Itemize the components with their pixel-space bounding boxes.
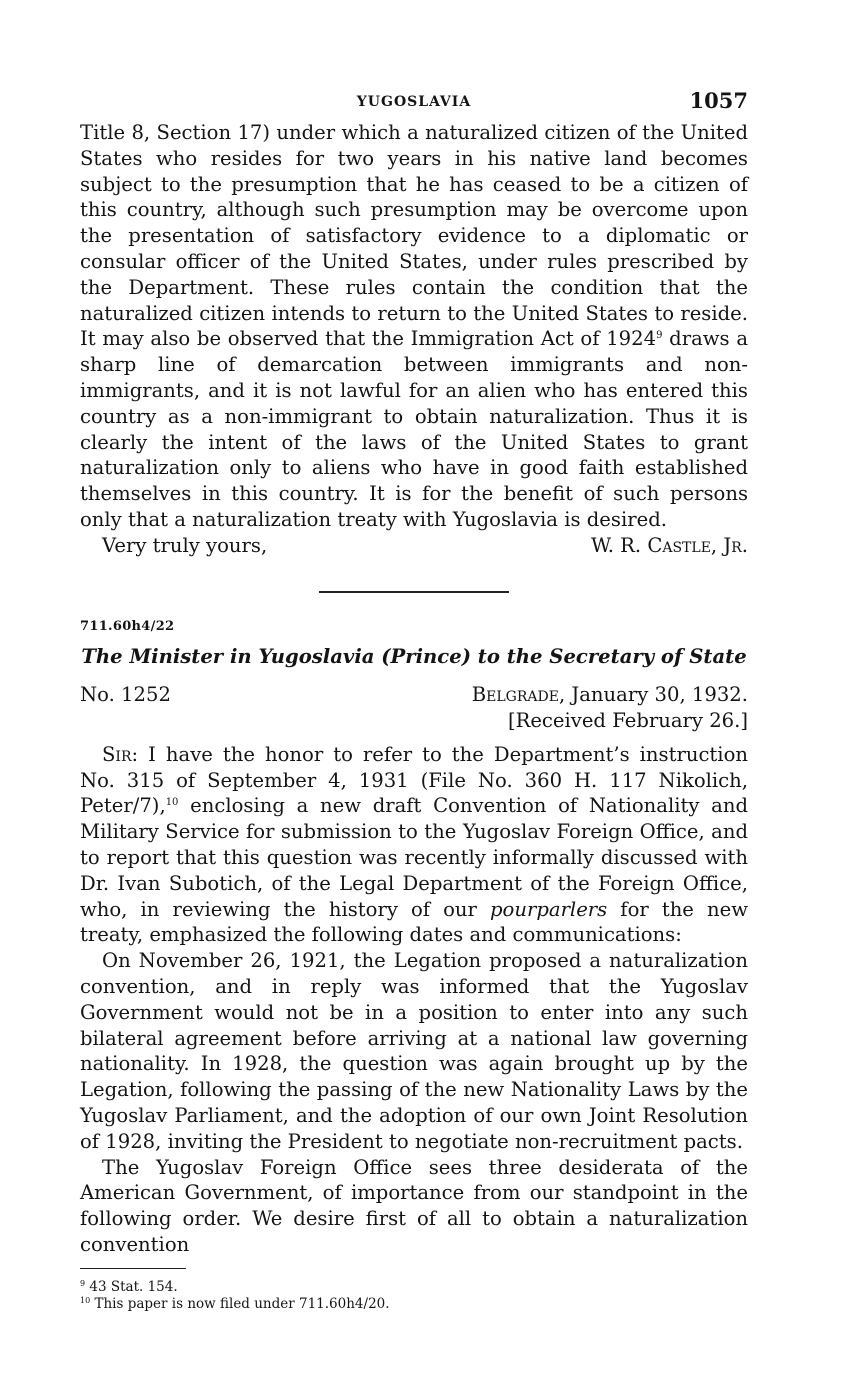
date: , January 30, 1932. — [558, 682, 748, 706]
footnote-mark: 9 — [80, 1278, 86, 1288]
dateline — [80, 682, 748, 734]
footnote-mark: 10 — [80, 1295, 91, 1305]
page-number: 1057 — [689, 88, 748, 113]
salutation: Sir — [102, 742, 132, 766]
document-heading: The Minister in Yugoslavia (Prince) to the Secretary of State — [81, 644, 747, 668]
footnote-10 — [80, 1296, 748, 1313]
letter-body — [80, 742, 748, 1258]
continued-text-a: Title 8, Section 17) under which a naturalized citizen of the United States who resides for two years in his native land becomes subject to the presumption that he has ceased to be a citizen of this country, although such presumption may be overcome upon the presentation of satisfactory evidence to a diplomatic or consular officer of the United States, under rules prescribed by the Department. These rules contain the condition that the naturalized citizen intends to return to the United States to reside. It may also be observed that the Immigration Act of 1924 — [80, 121, 748, 351]
signature: W. R. Castle, Jr. — [590, 533, 748, 557]
document-number: No. 1252 — [80, 682, 171, 706]
document-page — [80, 88, 748, 1313]
file-number: 711.60h4/22 — [80, 618, 175, 634]
closing-row — [80, 533, 748, 559]
footnote-9 — [80, 1279, 748, 1296]
continued-paragraph — [80, 120, 748, 533]
footnote-text: 43 Stat. 154. — [89, 1278, 178, 1295]
running-head — [80, 88, 748, 120]
closing: Very truly yours, — [102, 533, 268, 557]
letter-paragraph-2: On November 26, 1921, the Legation proposed a naturalization convention, and in reply was informed that the Yugoslav Government would not be in a position to enter into any such bilateral agreement before arriving at a national law governing nationality. In 1928, the question was again brought up by the Legation, following the passing of the new Nationality Laws by the Yugoslav Parliament, and the adoption of our own Joint Resolution of 1928, inviting the President to negotiate non-recruitment pacts. — [80, 949, 748, 1153]
footnote-rule — [80, 1268, 186, 1269]
footnote-text: This paper is now filed under 711.60h4/20. — [94, 1295, 390, 1312]
paragraph-1-text-a: : I have the honor to refer to the Department’s instruction No. 315 of September 4, 1931 (File No. 360 H. 117 Nikolich, Peter/7), — [80, 742, 748, 818]
footnotes — [80, 1279, 748, 1313]
footnote-ref-10: 10 — [165, 797, 179, 809]
paragraph-1-text-b: enclosing a new draft Convention of Nationality and Military Service for submission to the Yugoslav Foreign Office, and to report that this question was recently informally discussed with Dr. Ivan Subotich, of the Legal Department of the Foreign Office, who, in reviewing the history of our — [80, 794, 748, 921]
section-divider — [319, 591, 509, 593]
footnote-ref-9: 9 — [656, 330, 663, 342]
running-title: YUGOSLAVIA — [356, 94, 472, 110]
letter-paragraph-1 — [80, 742, 748, 948]
continued-text-b: draws a sharp line of demarcation between immigrants and non-immigrants, and it is not lawful for an alien who has entered this country as a non-immigrant to obtain naturalization. Thus it is clearly the intent of the laws of the United States to grant naturalization only to aliens who have in good faith established themselves in this country. It is for the benefit of such persons only that a naturalization treaty with Yugoslavia is desired. — [80, 327, 749, 531]
italic-term: pourparlers — [490, 897, 608, 921]
received-date: [Received February 26.] — [507, 708, 748, 732]
place: Belgrade — [471, 682, 559, 706]
paragraph-1-text-c: for the new treaty, emphasized the following dates and communications: — [80, 897, 748, 947]
date-line — [472, 682, 748, 708]
letter-paragraph-3: The Yugoslav Foreign Office sees three desiderata of the American Government, of importance from our standpoint in the following order. We desire first of all to obtain a naturalization convention — [80, 1155, 748, 1256]
date-place — [472, 682, 748, 734]
